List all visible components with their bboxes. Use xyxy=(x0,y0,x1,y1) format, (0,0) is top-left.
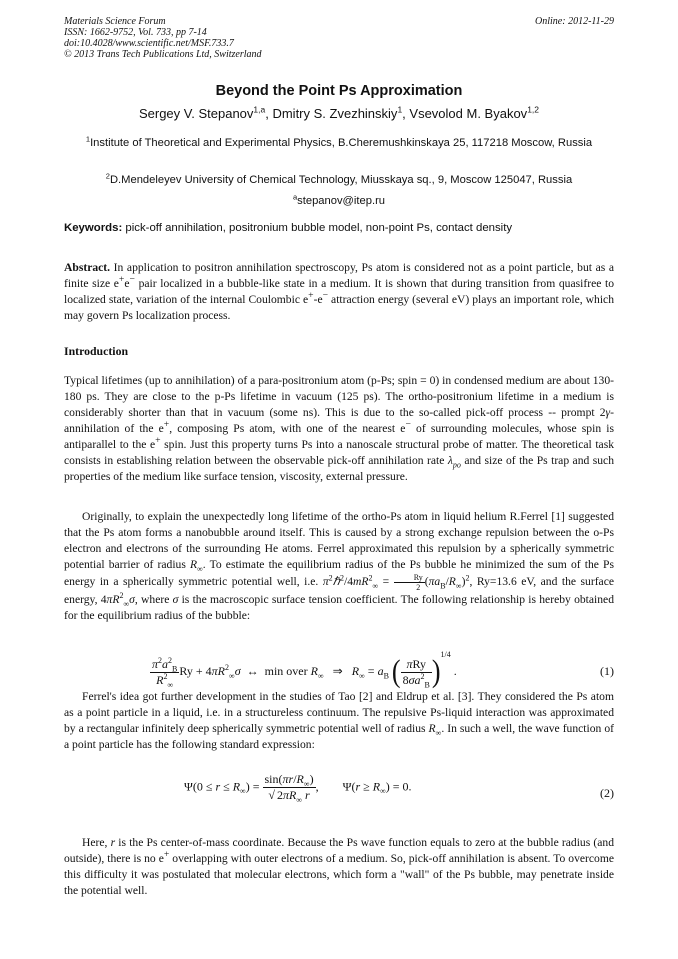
author-sup: 1,a xyxy=(253,104,266,115)
paragraph-text: Here, xyxy=(82,836,111,849)
keywords-label: Keywords: xyxy=(64,222,123,234)
intro-paragraph-2: Originally, to explain the unexpectedly long lifetime of the ortho-Ps atom in liquid helium R.Ferrel [1] suggested that the Ps atom forms a nanobubble around itself. This is caused by a strong exchange repulsion between the o-Ps electron and electrons of the surrounding He atoms. Ferrel approximated this repulsion by a spherically symmetric potential barrier of radius $R_\infty$. To estimate the equilibrium radius of the Ps bubble he minimized the sum of the Ps energy in a spherically symmetric potential well, i.e. $\pi^2\hbar^2/4mR^2_\infty$ = $\frac{Ry}{2}$ $(\pi a_B/R_\infty)^2$, Ry=13.6 eV, and the surface energy, $4\pi R^2_\infty\sigma$, where σ is the macroscopic surface tension coefficient. The following relationship is hereby obtained for the equilibrium radius of the bubble: xyxy=(64,510,614,622)
abstract-text: pair localized in a bubble-like state in a medium. It is shown that during transition from quasifree to localized state, variation of the internal Coulombic e xyxy=(64,277,615,306)
equation-text: min over xyxy=(264,664,308,678)
affiliation-text: D.Mendeleyev University of Chemical Technology, Miusskaya sq., 9, Moscow 125047, Russia xyxy=(109,174,573,186)
author-sup: 1 xyxy=(397,104,403,115)
paragraph-text: spin. Just this property turns Ps into a nanoscale structural probe of matter. The theoretical task consists in establishing relation between the observable pick-off annihilation rate xyxy=(64,438,615,467)
paragraph-text: , Ry=13.6 eV, and the surface energy, xyxy=(64,575,614,606)
email-sup: a xyxy=(292,192,298,202)
author-name: Vsevolod M. Byakov xyxy=(409,106,528,121)
journal-name: Materials Science Forum xyxy=(64,16,166,27)
email-address[interactable]: stepanov@itep.ru xyxy=(297,195,386,207)
contact-email xyxy=(0,192,678,207)
issn-line: ISSN: 1662-9752, Vol. 733, pp 7-14 xyxy=(64,27,207,38)
paragraph-text: . To estimate the equilibrium radius of the Ps bubble he minimized the sum of the Ps energy in a spherically symmetric potential well, i.e. xyxy=(64,558,614,589)
abstract-text: -e xyxy=(313,293,323,306)
paragraph-text: is the macroscopic surface tension coefficient. The following relationship is hereby obtained for the equilibrium radius of the bubble: xyxy=(64,593,614,622)
equation-number: (2) xyxy=(600,786,614,800)
abstract-text: attraction energy (several eV) plays an important role, which may govern Ps localization process. xyxy=(64,293,615,322)
section-heading-introduction: Introduction xyxy=(64,344,129,358)
affiliation-2 xyxy=(64,172,614,189)
paper-title: Beyond the Point Ps Approximation xyxy=(215,83,463,99)
author-sup: 1,2 xyxy=(527,104,540,115)
paragraph-text: . In such a well, the wave function of a point particle has the following standard expression: xyxy=(64,722,614,751)
keywords xyxy=(64,222,614,234)
paragraph-text: overlapping with outer electrons of a medium. So, pick-off annihilation is absent. To overcome this difficulty it was postulated that molecular electrons, which form a "wall" of the Ps bubble, may penetrate inside the potential well. xyxy=(64,852,614,897)
equation-2: $\Psi(0 \le r \le R_\infty)$ = $\frac{\sin(\pi r/R_\infty)}{√ 2\pi R_\infty r}$ , $\Psi(r \ge R_\infty) = 0$. (2) xyxy=(184,772,614,805)
affiliation-sup: 2 xyxy=(105,171,110,181)
author-name: Sergey V. Stepanov xyxy=(138,106,254,121)
keywords-text: pick-off annihilation, positronium bubble model, non-point Ps, contact density xyxy=(125,222,513,234)
affiliation-sup: 1 xyxy=(85,134,91,144)
paragraph-text: Typical lifetimes (up to annihilation) of a para-positronium atom (p-Ps; spin = 0) in condensed medium are about 130-180 ps. They are close to the p-Ps lifetime in vacuum (125 ps). The ortho-positronium lifetime in a medium is considerably shorter than that in vacuum (some ns). This is due to the so-called pick-off process -- prompt 2 xyxy=(64,374,614,419)
paragraph-text: -annihilation of the e xyxy=(64,406,614,435)
paragraph-text: , composing Ps atom, with one of the nearest e xyxy=(169,422,406,435)
paragraph-3: Ferrel's idea got further development in the studies of Tao [2] and Eldrup et al. [3]. They considered the Ps atom as a point particle in a liquid, i.e. in a structureless continuum. The repulsive Ps-liquid interaction was approximated by a rectangular infinitely deep spherically symmetric potential well of radius $R_\infty$. In such a well, the wave function of a point particle has the following standard expression: xyxy=(64,690,614,751)
paragraph-text: Ferrel's idea got further development in the studies of Tao [2] and Eldrup et al. [3]. They considered the Ps atom as a point particle in a liquid, i.e. in a structureless continuum. The repulsive Ps-liquid interaction was approximated by a rectangular infinitely deep spherically symmetric potential well of radius xyxy=(64,690,614,735)
doi-line: doi:10.4028/www.scientific.net/MSF.733.7 xyxy=(64,38,234,49)
abstract-label: Abstract. xyxy=(64,261,111,274)
abstract-text: e xyxy=(124,277,130,290)
abstract: Abstract. In application to positron annihilation spectroscopy, Ps atom is considered not as a point particle, but as a finite size e+e− pair localized in a bubble-like state in a medium. It is shown that during transition from quasifree to localized state, variation of the internal Coulombic e+-e− attraction energy (several eV) plays an important role, which may govern Ps localization process. xyxy=(64,261,615,322)
journal-header xyxy=(64,16,424,60)
copyright-line: © 2013 Trans Tech Publications Ltd, Switzerland xyxy=(64,49,262,60)
author-list: Sergey V. Stepanov$^{1,a}$, Dmitry S. Zvezhinskiy$^1$, Vsevolod M. Byakov$^{1,2}$ xyxy=(138,104,540,121)
paragraph-text: of surrounding molecules, whose spin is antiparallel to the e xyxy=(64,422,614,451)
intro-paragraph-1: Typical lifetimes (up to annihilation) of a para-positronium atom (p-Ps; spin = 0) in condensed medium are about 130-180 ps. They are close to the p-Ps lifetime in vacuum (125 ps). The ortho-positronium lifetime in a medium is considerably shorter than that in vacuum (some ns). This is due to the so-called pick-off process -- prompt 2γ-annihilation of the e+, composing Ps atom, with one of the nearest e− of surrounding molecules, whose spin is antiparallel to the e+ spin. Just this property turns Ps into a nanoscale structural probe of matter. The theoretical task consists in establishing relation between the observable pick-off annihilation rate $\lambda_{po}$ and size of the Ps trap and such properties of the medium like surface tension, viscosity, external pressure. xyxy=(64,374,615,483)
affiliation-text: Institute of Theoretical and Experimental Physics, B.Cheremushkinskaya 25, 117218 Moscow, Russia xyxy=(90,137,593,149)
equation-number: (1) xyxy=(600,664,614,678)
paragraph-text: is the Ps center-of-mass coordinate. Because the Ps wave function equals to zero at the bubble radius (and outside), there is no e xyxy=(64,836,614,865)
paragraph-4: Here, r is the Ps center-of-mass coordinate. Because the Ps wave function equals to zero at the bubble radius (and outside), there is no e+ overlapping with outer electrons of a medium. So, pick-off annihilation is absent. To overcome this difficulty it was postulated that molecular electrons, which form a "wall" of the Ps bubble, may penetrate inside the potential well. xyxy=(64,836,614,897)
abstract-text: In application to positron annihilation spectroscopy, Ps atom is considered not as a point particle, but as a finite size e xyxy=(64,261,614,290)
author-name: Dmitry S. Zvezhinskiy xyxy=(272,106,398,121)
online-date: Online: 2012-11-29 xyxy=(535,16,614,27)
paragraph-text: and size of the Ps trap and such properties of the medium like surface tension, viscosity, external pressure. xyxy=(64,454,614,483)
paragraph-text: , where xyxy=(134,593,173,606)
affiliation-1 xyxy=(64,135,614,152)
paragraph-text: Originally, to explain the unexpectedly long lifetime of the ortho-Ps atom in liquid helium R.Ferrel [1] suggested that the Ps atom forms a nanobubble around itself. This is caused by a strong exchange repulsion between the o-Ps electron and electrons of the surrounding He atoms. Ferrel approximated this repulsion by a spherically symmetric potential barrier of radius xyxy=(64,510,614,571)
equation-1: $\frac{\pi^2a^2_B}{R^2_\infty}$ $Ry + 4\pi R^2_\infty\sigma$ ↔ min over $R_\infty$ ⇒ $R_\infty = a_B$ ( $\frac{\text{πRy}}{8\sigma a^2_B}$ )$^{1/4}$ . (1) xyxy=(152,650,614,690)
